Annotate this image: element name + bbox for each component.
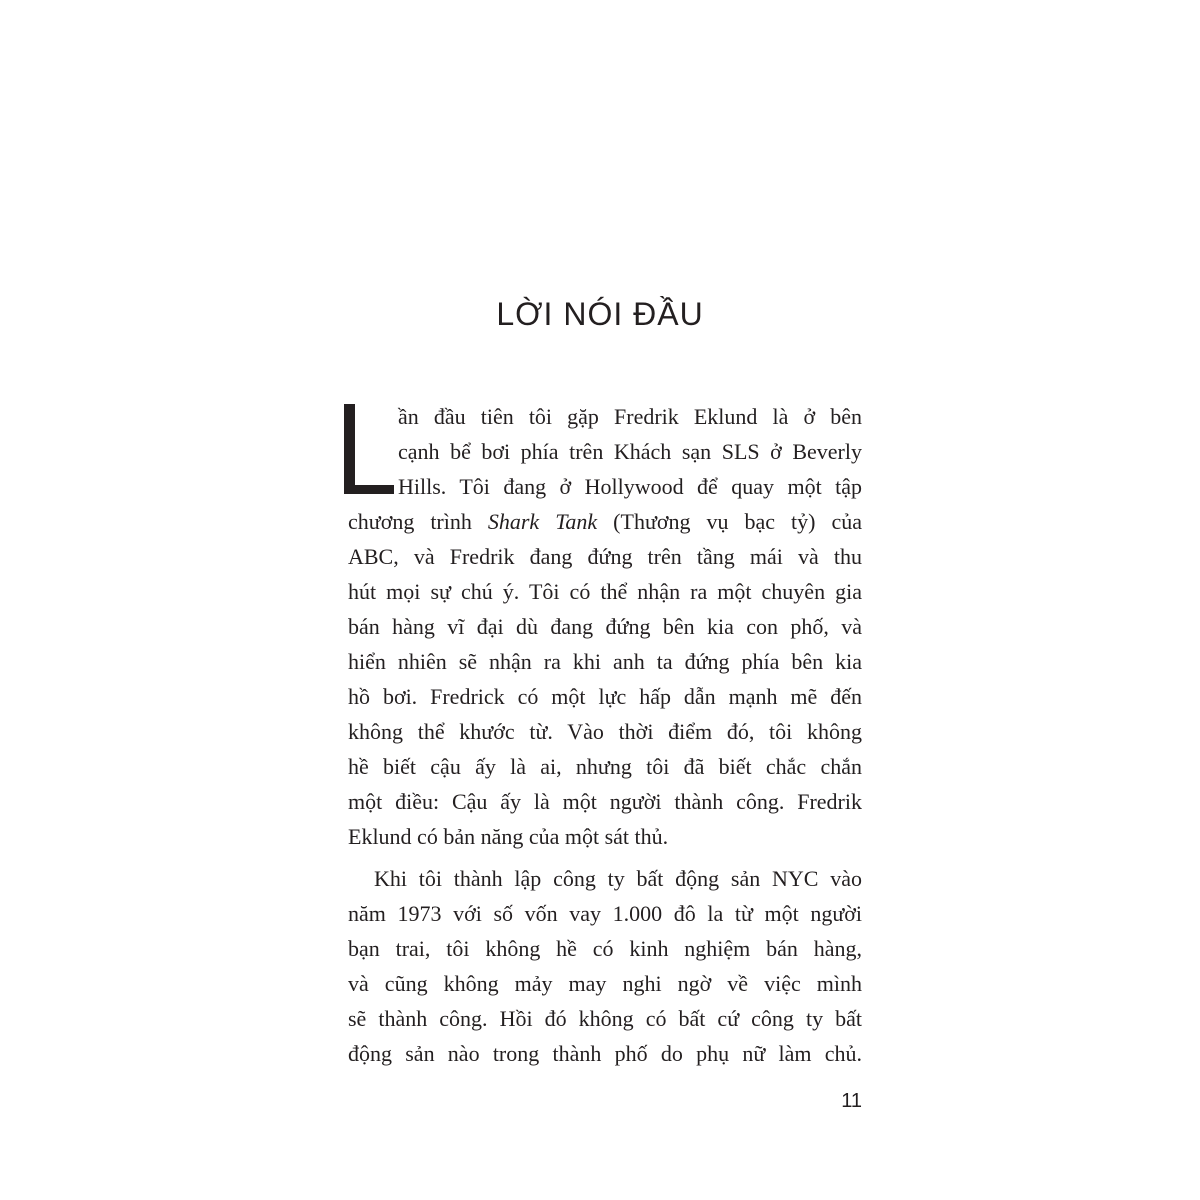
text-line: Eklund có bản năng của một sát thủ.	[348, 824, 669, 849]
text-line: Hills. Tôi đang ở Hollywood để quay một tập	[398, 474, 862, 499]
text-line: hút mọi sự chú ý. Tôi có thể nhận ra một chuyên gia	[348, 579, 862, 604]
text-run: chương trình	[348, 509, 488, 534]
text-line: không thể khước từ. Vào thời điểm đó, tôi không	[348, 719, 862, 744]
text-line: ần đầu tiên tôi gặp Fredrik Eklund là ở bên	[398, 404, 862, 429]
text-line: năm 1973 với số vốn vay 1.000 đô la từ một người	[348, 901, 862, 926]
text-line: một điều: Cậu ấy là một người thành công. Fredrik	[348, 789, 862, 814]
text-line: bạn trai, tôi không hề có kinh nghiệm bán hàng,	[348, 936, 862, 961]
text-line: bán hàng vĩ đại dù đang đứng bên kia con phố, và	[348, 614, 862, 639]
text-line	[348, 509, 862, 535]
text-line: Khi tôi thành lập công ty bất động sản NYC vào	[374, 866, 862, 891]
text-run: (Thương vụ bạc tỷ) của	[597, 509, 862, 534]
drop-cap-letter	[344, 404, 394, 494]
drop-cap-foot	[344, 485, 394, 494]
text-line: hề biết cậu ấy là ai, nhưng tôi đã biết chắc chắn	[348, 754, 862, 779]
text-line: hồ bơi. Fredrick có một lực hấp dẫn mạnh mẽ đến	[348, 684, 862, 709]
drop-cap-stem	[344, 404, 355, 494]
page-number: 11	[841, 1090, 862, 1112]
text-line: và cũng không mảy may nghi ngờ về việc mình	[348, 971, 862, 996]
text-line: ABC, và Fredrik đang đứng trên tầng mái và thu	[348, 544, 862, 569]
text-line: cạnh bể bơi phía trên Khách sạn SLS ở Beverly	[398, 439, 862, 464]
text-line: động sản nào trong thành phố do phụ nữ làm chủ.	[348, 1041, 862, 1066]
text-line: hiển nhiên sẽ nhận ra khi anh ta đứng phía bên kia	[348, 649, 862, 674]
text-line: sẽ thành công. Hồi đó không có bất cứ công ty bất	[348, 1006, 862, 1031]
chapter-title: LỜI NÓI ĐẦU	[496, 296, 704, 332]
show-title: Shark Tank	[487, 509, 598, 534]
